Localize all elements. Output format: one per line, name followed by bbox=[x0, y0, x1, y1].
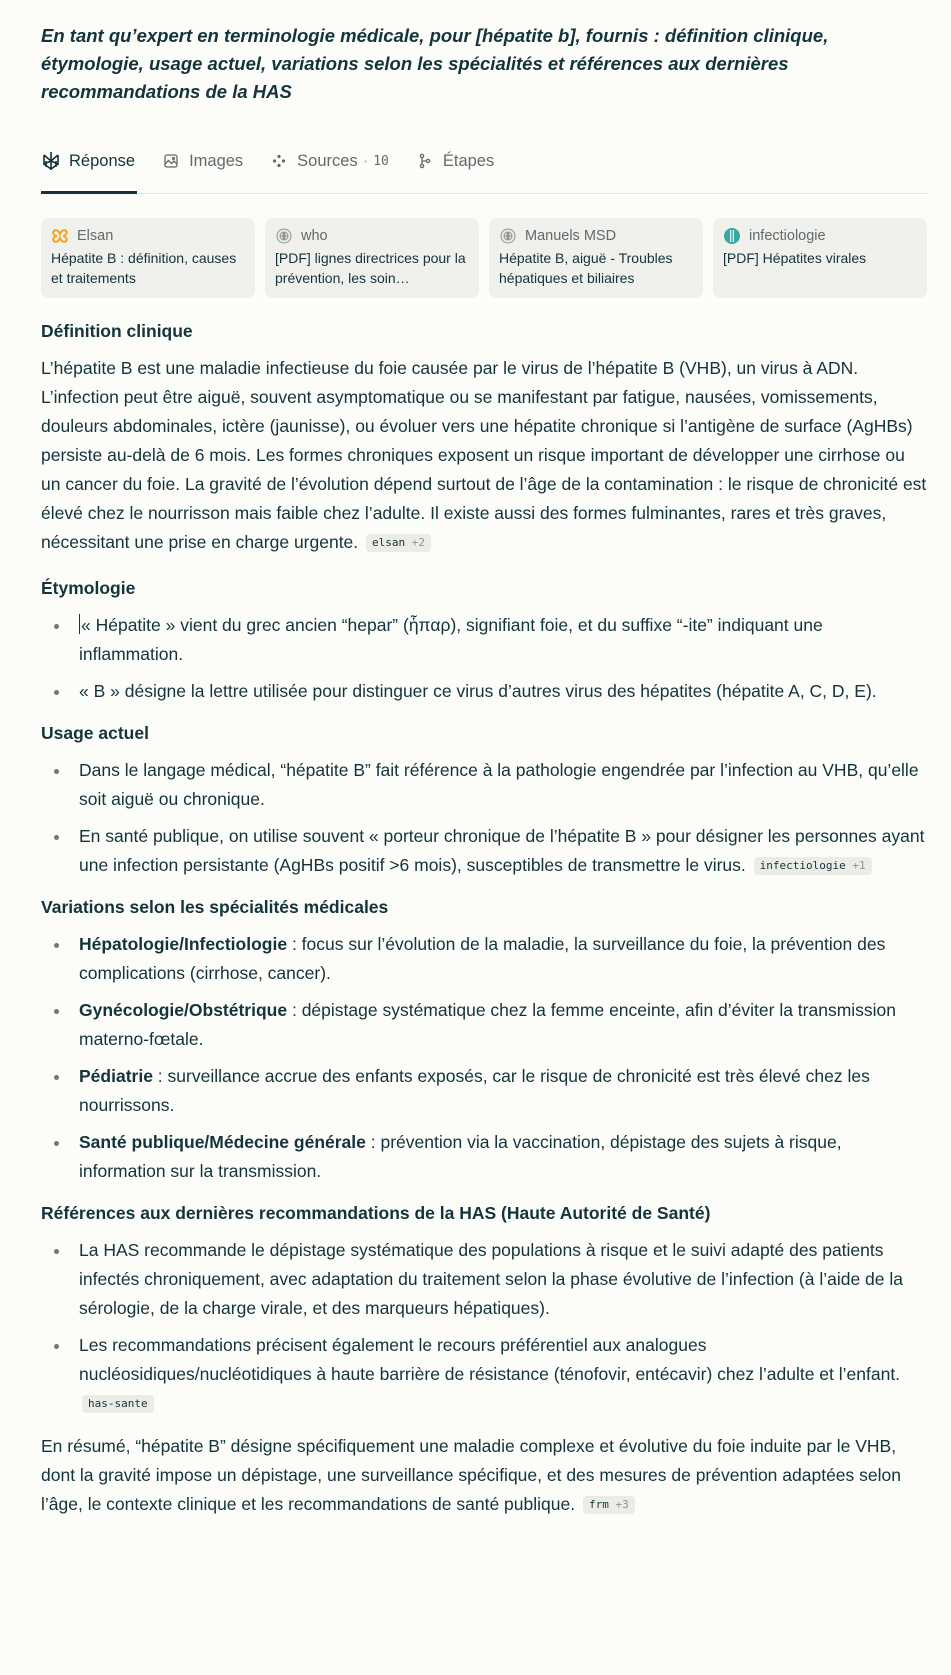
sources-count: 10 bbox=[373, 153, 389, 169]
separator-dot: · bbox=[362, 151, 369, 170]
source-title: [PDF] Hépatites virales bbox=[723, 250, 867, 266]
section-heading: Usage actuel bbox=[41, 723, 149, 743]
infectiologie-logo-icon bbox=[723, 227, 741, 245]
list-item bbox=[41, 1331, 929, 1418]
paragraph bbox=[41, 354, 929, 557]
citation-more: +1 bbox=[852, 859, 866, 872]
tab-label: Réponse bbox=[69, 151, 136, 170]
list-item bbox=[41, 756, 929, 814]
tab-etapes[interactable] bbox=[415, 144, 494, 178]
source-card[interactable] bbox=[489, 218, 703, 298]
tab-sources[interactable] bbox=[269, 144, 389, 178]
list-item-term: Pédiatrie bbox=[79, 1066, 153, 1086]
bullet-list bbox=[41, 1236, 929, 1418]
paragraph-text: En résumé, “hépatite B” désigne spécifiquement une maladie complexe et évolutive du foie induite par le VHB, dont la gravité impose un dépistage, une surveillance spécifique, et des mesures de prévention adaptées selon l’âge, le contexte clinique et les recommandations de santé publique. bbox=[41, 1436, 901, 1514]
list-item-text: « B » désigne la lettre utilisée pour distinguer ce virus d’autres virus des hépatites (hépatite A, C, D, E). bbox=[79, 681, 877, 701]
section-definition bbox=[41, 318, 929, 557]
source-title: [PDF] lignes directrices pour la prévention, les soin… bbox=[275, 250, 466, 286]
list-item-text: : dépistage systématique chez la femme enceinte, afin d’éviter la transmission materno-fœtale. bbox=[79, 1000, 897, 1049]
source-site: who bbox=[301, 228, 328, 244]
list-item bbox=[41, 1128, 929, 1186]
list-item bbox=[41, 996, 929, 1054]
list-item-text: Dans le langage médical, “hépatite B” fait référence à la pathologie engendrée par l’infection au VHB, qu’elle soit aiguë ou chronique. bbox=[79, 760, 919, 809]
source-card[interactable] bbox=[713, 218, 927, 298]
list-item-text: Les recommandations précisent également le recours préférentiel aux analogues nucléosidiques/nucléotidiques à haute barrière de résistance (ténofovir, entécavir) chez l’adulte et l’enfant. bbox=[79, 1335, 901, 1384]
elsan-logo-icon bbox=[51, 227, 69, 245]
source-site: Elsan bbox=[77, 228, 114, 244]
list-item bbox=[41, 677, 929, 706]
citation-label: has-sante bbox=[88, 1397, 148, 1410]
list-item-text: En santé publique, on utilise souvent « porteur chronique de l’hépatite B » pour désigner les personnes ayant une infection persistante (AgHBs positif >6 mois), susceptibles de transmettre le virus. bbox=[79, 826, 925, 875]
list-item-text: : focus sur l’évolution de la maladie, la surveillance du foie, la prévention des complications (cirrhose, cancer). bbox=[79, 934, 886, 983]
list-item bbox=[41, 611, 929, 669]
list-item bbox=[41, 822, 929, 880]
paragraph-text: L’hépatite B est une maladie infectieuse du foie causée par le virus de l’hépatite B (VHB), un virus à ADN. L’infection peut être aiguë, souvent asymptomatique ou se manifestant par fatigue, nausées, vomissements, douleurs abdominales, ictère (jaunisse), ou évoluer vers une hépatite chronique si l’antigène de surface (AgHBs) persiste au-delà de 6 mois. Les formes chroniques exposent un risque important de développer une cirrhose ou un cancer du foie. La gravité de l’évolution dépend surtout de l’âge de la contamination : le risque de chronicité est élevé chez le nourrisson mais faible chez l’adulte. Il existe aussi des formes fulminantes, rares et très graves, nécessitant une prise en charge urgente. bbox=[41, 358, 927, 552]
sources-icon bbox=[269, 151, 289, 171]
answer-tabs bbox=[41, 144, 929, 194]
list-item-text: « Hépatite » vient du grec ancien “hepar” (ἧπαρ), signifiant foie, et du suffixe “-ite” indiquant une inflammation. bbox=[79, 615, 823, 664]
citation-label: infectiologie bbox=[759, 859, 846, 872]
list-item-term: Hépatologie/Infectiologie bbox=[79, 934, 288, 954]
list-item-term: Santé publique/Médecine générale bbox=[79, 1132, 366, 1152]
citation-label: elsan bbox=[372, 536, 406, 549]
citation-more: +3 bbox=[615, 1498, 629, 1511]
source-title: Hépatite B, aiguë - Troubles hépatiques et biliaires bbox=[499, 250, 673, 286]
citation-badge[interactable] bbox=[754, 857, 872, 875]
section-etymology bbox=[41, 575, 929, 706]
perplexity-logo-icon bbox=[41, 151, 61, 171]
list-item-text: : surveillance accrue des enfants exposés, car le risque de chronicité est très élevé chez les nourrissons. bbox=[79, 1066, 870, 1115]
section-heading: Définition clinique bbox=[41, 321, 193, 341]
globe-icon bbox=[275, 227, 293, 245]
source-site: infectiologie bbox=[749, 228, 826, 244]
globe-icon bbox=[499, 227, 517, 245]
list-item-term: Gynécologie/Obstétrique bbox=[79, 1000, 288, 1020]
section-heading: Variations selon les spécialités médicales bbox=[41, 897, 389, 917]
bullet-list bbox=[41, 756, 929, 880]
text-cursor bbox=[79, 614, 80, 634]
citation-badge[interactable] bbox=[366, 534, 431, 552]
list-item bbox=[41, 1062, 929, 1120]
citation-badge[interactable] bbox=[583, 1496, 635, 1514]
tab-label: Sources bbox=[297, 151, 358, 170]
section-has bbox=[41, 1200, 929, 1418]
list-item-text: : prévention via la vaccination, dépistage des sujets à risque, information sur la transmission. bbox=[79, 1132, 842, 1181]
bullet-list bbox=[41, 930, 929, 1186]
source-card[interactable] bbox=[265, 218, 479, 298]
tab-images[interactable] bbox=[161, 144, 243, 178]
section-heading: Références aux dernières recommandations de la HAS (Haute Autorité de Santé) bbox=[41, 1203, 711, 1223]
citation-badge[interactable] bbox=[82, 1395, 154, 1413]
source-title: Hépatite B : définition, causes et traitements bbox=[51, 250, 237, 286]
tab-reponse[interactable] bbox=[41, 144, 135, 178]
tab-label: Images bbox=[189, 151, 244, 170]
bullet-list bbox=[41, 611, 929, 706]
source-card[interactable] bbox=[41, 218, 255, 298]
source-site: Manuels MSD bbox=[525, 228, 617, 244]
answer-content bbox=[41, 318, 929, 1537]
source-cards bbox=[41, 218, 929, 298]
citation-more: +2 bbox=[411, 536, 426, 549]
user-query: En tant qu’expert en terminologie médicale, pour [hépatite b], fournis : définition clinique, étymologie, usage actuel, variations selon les spécialités et références aux dernières recommandations de la HAS bbox=[41, 25, 829, 102]
tab-label: Étapes bbox=[442, 151, 495, 170]
section-variations bbox=[41, 894, 929, 1186]
citation-label: frm bbox=[588, 1498, 609, 1511]
list-item bbox=[41, 930, 929, 988]
section-usage bbox=[41, 720, 929, 880]
list-item bbox=[41, 1236, 929, 1323]
list-item-text: La HAS recommande le dépistage systématique des populations à risque et le suivi adapté des patients infectés chroniquement, avec adaptation du traitement selon la phase évolutive de l’infection (à l’aide de la sérologie, de la charge virale, et des marqueurs hépatiques). bbox=[79, 1240, 903, 1318]
summary-paragraph bbox=[41, 1432, 929, 1519]
steps-icon bbox=[415, 151, 435, 171]
image-icon bbox=[161, 151, 181, 171]
section-heading: Étymologie bbox=[41, 578, 136, 598]
